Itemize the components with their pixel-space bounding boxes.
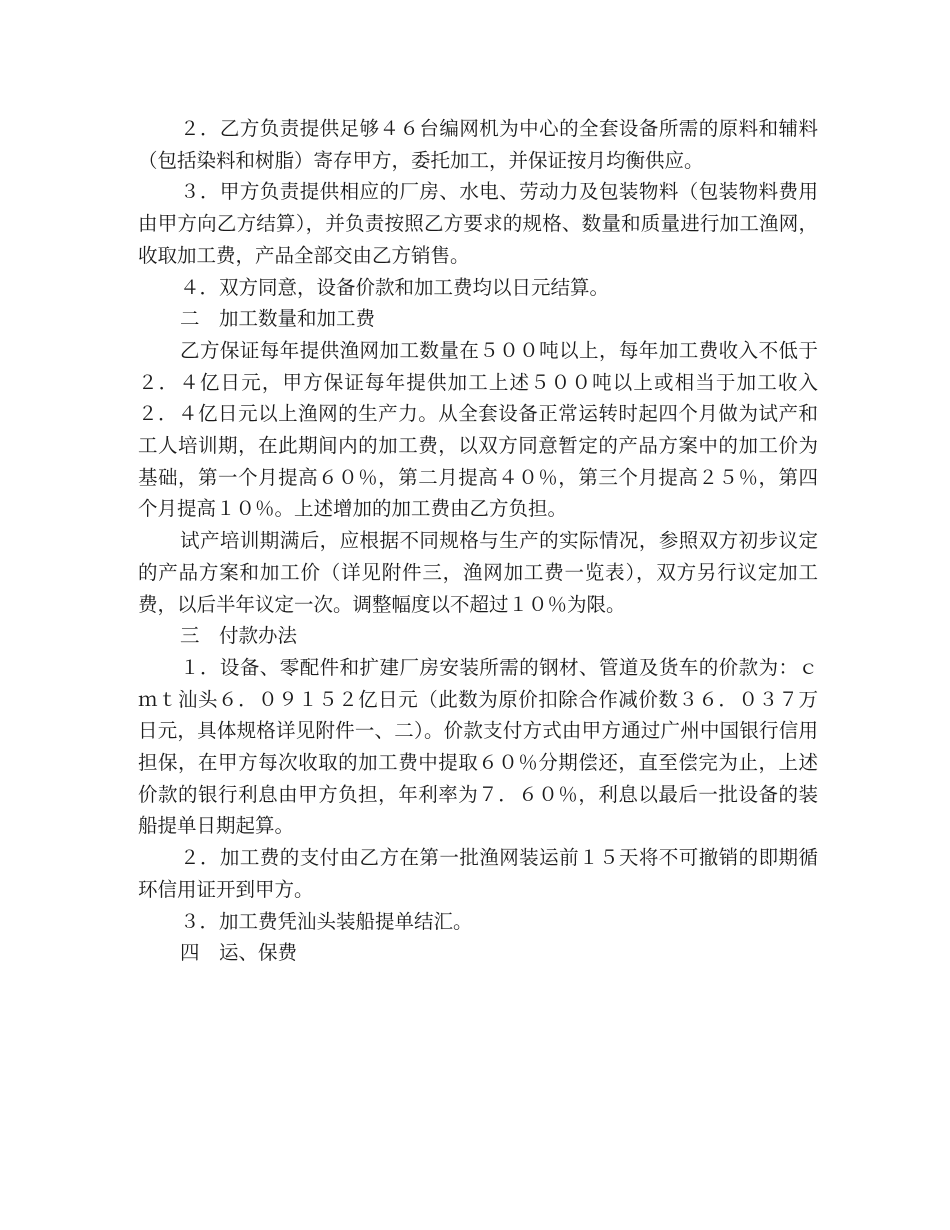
paragraph-quantity: 乙方保证每年提供渔网加工数量在５００吨以上，每年加工费收入不低于２．４亿日元，甲方保证每年提供加工上述５００吨以上或相当于加工收入２．４亿日元以上渔网的生产力。从全套设备正常运转时起四个月做为试产和工人培训期，在此期间内的加工费，以双方同意暂定的产品方案中的加工价为基础，第一个月提高６０％，第二月提高４０％，第三个月提高２５％，第四个月提高１０％。上述增加的加工费由乙方负担。 xyxy=(138,338,818,521)
paragraph-raw-materials: ２．乙方负责提供足够４６台编网机为中心的全套设备所需的原料和辅料（包括染料和树脂）寄存甲方，委托加工，并保证按月均衡供应。 xyxy=(138,117,818,172)
paragraph-facilities: ３．甲方负责提供相应的厂房、水电、劳动力及包装物料（包装物料费用由甲方向乙方结算），并负责按照乙方要求的规格、数量和质量进行加工渔网，收取加工费，产品全部交由乙方销售。 xyxy=(138,180,818,267)
paragraph-payment-1: １．设备、零配件和扩建厂房安装所需的钢材、管道及货车的价款为：ｃｍｔ汕头６．０９１５２亿日元（此数为原价扣除合作减价数３６．０３７万日元，具体规格详见附件一、二）。价款支付方式由甲方通过广州中国银行信用担保，在甲方每次收取的加工费中提取６０％分期偿还，直至偿完为止，上述价款的银行利息由甲方负担，年利率为７．６０％，利息以最后一批设备的装船提单日期起算。 xyxy=(138,655,818,838)
paragraph-currency: ４．双方同意，设备价款和加工费均以日元结算。 xyxy=(180,275,610,299)
paragraph-after-trial: 试产培训期满后，应根据不同规格与生产的实际情况，参照双方初步议定的产品方案和加工价（详见附件三，渔网加工费一览表），双方另行议定加工费，以后半年议定一次。调整幅度以不超过１０％为限。 xyxy=(138,529,818,616)
section-heading-shipping: 四 运、保费 xyxy=(180,941,298,965)
document-page xyxy=(138,113,818,969)
section-heading-quantity-fee: 二 加工数量和加工费 xyxy=(180,307,376,331)
paragraph-payment-2: ２．加工费的支付由乙方在第一批渔网装运前１５天将不可撤销的即期循环信用证开到甲方。 xyxy=(138,846,818,901)
section-heading-payment: 三 付款办法 xyxy=(180,624,298,648)
paragraph-payment-3: ３．加工费凭汕头装船提单结汇。 xyxy=(180,909,473,933)
